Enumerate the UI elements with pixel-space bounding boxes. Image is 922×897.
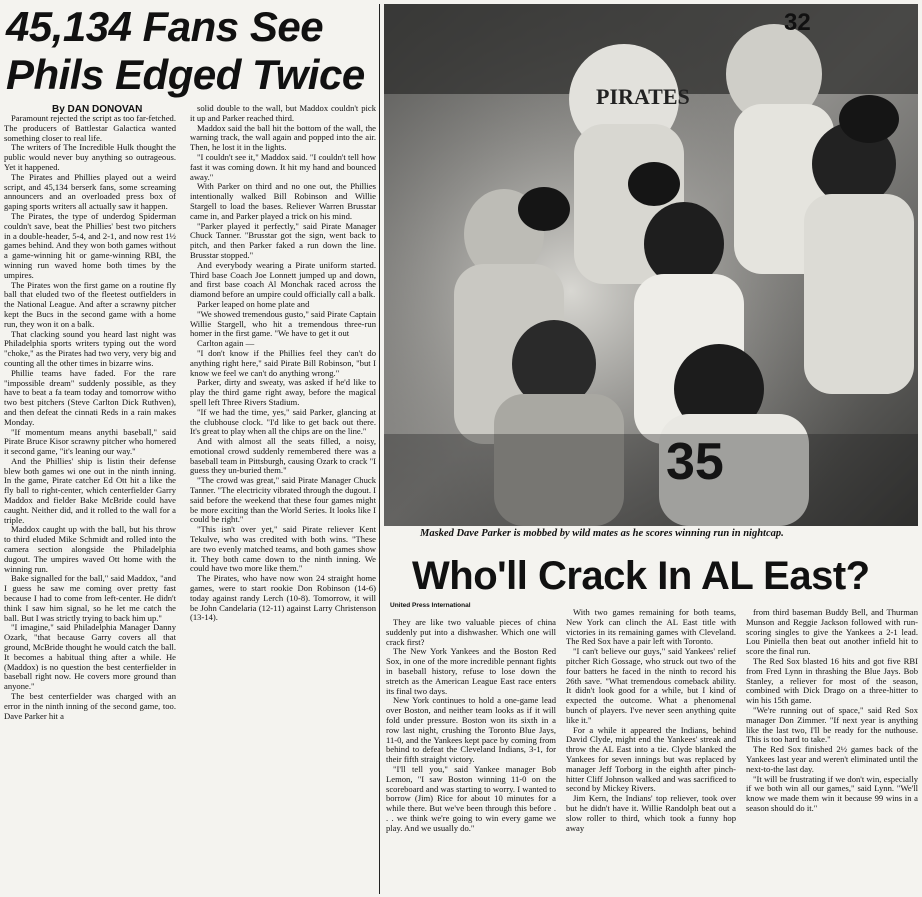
paragraph: New York continues to hold a one-game lead over Boston, and neither team looks as if it will fold under pressure. Boston won its sixth in a row last night, crushing the Toronto Blue Jays, 11-0, and the Yankees kept pace by coming from behind to defeat the Cleveland Indians, 3-1, for their fifth straight victory. [386,695,556,765]
paragraph: The New York Yankees and the Boston Red Sox, in one of the more incredible pennant fights in baseball history, refuse to lose down the stretch as the American League East race enters its final two days. [386,646,556,696]
paragraph: Carlton again — [197,338,255,349]
paragraph: And with almost all the seats filled, a noisy, emotional crowd suddenly remembered there was a baseball team in Pittsburgh, causing Ozark to crack "I guess they un-buried them." [190,436,376,476]
paragraph: For a while it appeared the Indians, behind David Clyde, might end the Yankees' streak and throw the AL East into a tie. Clyde blanked the Yankees for seven innings but was replaced by manager Jeff Torborg in the eighth after pinch-hitter Cliff Johnson walked and was sacrificed to second by Mickey Rivers. [566,724,736,794]
paragraph: Parker leaped on home plate and [197,298,310,309]
paragraph: "Parker played it perfectly," said Pirate Manager Chuck Tanner. "Brusstar got the sign, went back to pitch, and then Parker faked a run down the line. Brusstar stopped." [190,220,376,260]
paragraph: That clacking sound you heard last night was Philadelphia sports writers typing out the word "choke," as the Pirates had two very, very big and counting all the other times in bizarre wins. [4,328,176,368]
byline: By DAN DONOVAN [52,104,143,115]
photo-image [384,4,918,526]
paragraph: "This isn't over yet," said Pirate reliever Kent Tekulve, who was credited with both wins. "These are two evenly matched teams, and both games show it. They both came down to the ninth inning. We could have two more like them." [190,524,376,574]
photo-parker-mobbed [384,4,918,526]
story2-headline: Who'll Crack In AL East? [412,554,870,598]
paragraph: Maddox said the ball hit the bottom of the wall, the warning track, the wall again and popped into the air. Then, he lost it in the lights. [190,122,376,153]
paragraph: The Red Sox finished 2½ games back of the Yankees last year and weren't eliminated until the next-to-the last day. [746,744,918,774]
paragraph: from third baseman Buddy Bell, and Thurman Munson and Reggie Jackson followed with run-scoring singles to give the Yankees a 2-1 lead. Lou Piniella then beat out another infield hit to score the final run. [746,608,918,657]
paragraph: solid double to the wall, but Maddox couldn't pick it up and Parker reached third. [190,104,376,123]
photo-cap-text: PIRATES [596,84,690,109]
paragraph: The Pirates, who have now won 24 straight home games, were to start rookie Don Robinson (14-6) today against randy Lerch (10-8). Tomorrow, it will be John Candelaria (12-11) against Larry Christenson (13-14). [190,573,376,623]
paragraph: "I imagine," said Philadelphia Manager Danny Ozark, "that because Garry covers all that ground, McBride thought he would catch the ball. It becomes a habitual thing after a while. He (Maddox) is no question the best centerfielder in baseball right now. He covers more ground than anyone." [4,622,176,692]
paragraph: And the Phillies' ship is listin their defense blew both games wi one out in the ninth inning. In the game, Pirate catcher Ed Ott hit a like the fly ball to right-center, which centerfielder Garry Maddox and fielder Bake McBride could have caught. Neither did, and it rolled to the wall for a triple. [4,455,176,525]
photo-caption: Masked Dave Parker is mobbed by wild mates as he scores winning run in nightcap. [420,528,784,539]
story2-column-1 [386,618,556,894]
paragraph: With two games remaining for both teams, New York can clinch the AL East title with victories in its remaining games with Cleveland. The Red Sox have a pair left with Toronto. [566,608,736,647]
paragraph: They are like two valuable pieces of china suddenly put into a dishwasher. Which one will crack first? [386,618,556,647]
paragraph: "If momentum means anythi baseball," said Pirate Bruce Kisor scrawny pitcher who homered it second game, "it's leaning our way." [4,426,176,457]
paragraph: The Red Sox blasted 16 hits and got five RBI from Fred Lynn in thrashing the Blue Jays. Bob Stanley, a reliever for most of the season, combined with Dick Drago on a three-hitter to win his 15th game. [746,655,918,706]
photo-jersey-35: 35 [666,433,724,491]
headline-line-2: Phils Edged Twice [6,51,365,98]
wire-credit: United Press International [390,602,471,609]
paragraph: The Pirates and Phillies played out a weird script, and 45,134 berserk fans, some screaming announcers and an overloaded press box of gaping sports writers all actually saw it happen. [4,171,176,212]
paragraph: Maddox caught up with the ball, but his throw to third eluded Mike Schmidt and rolled into the camera section alongside the Philadelphia dugout. The umpires waved Ott home with the winning run. [4,524,176,574]
paragraph: "The crowd was great," said Pirate Manager Chuck Tanner. "The electricity vibrated through the dugout. I said before the weekend that these four games might be more exciting than the World Series. It looks like I could be right." [190,475,376,525]
paragraph: With Parker on third and no one out, the Phillies intentionally walked Bill Robinson and Willie Stargell to load the bases. Reliever Warren Brusstar came in, and Parker played a trick on his mind. [190,181,376,221]
paragraph: "If we had the time, yes," said Parker, glancing at the clubhouse clock. "I'd like to get back out there. It's great to play when all the chips are on the line." [190,406,376,437]
photo-jersey-32: 32 [784,9,811,36]
paragraph: "I can't believe our guys," said Yankees' relief pitcher Rich Gossage, who struck out two of the four batters he faced in the ninth to record his 26th save. "What tremendous comeback ability. It didn't look good for a while, but I kind of expected the outcome. What a phenomenal bunch of players. I've never seen anything quite like it." [566,646,736,725]
story2-column-3 [746,608,918,894]
paragraph: Jim Kern, the Indians' top reliever, took over but he didn't have it. Willie Randolph beat out a slow roller to third, which took a funny hop away [566,793,736,833]
paragraph: "I'll tell you," said Yankee manager Bob Lemon, "I saw Boston winning 11-0 on the scoreboard and was starting to worry. I wanted to borrow (Jim) Rice for about 10 minutes for a while there. But we've been through this before . . . we think we're going to win every game we play. And we usually do." [386,763,556,833]
paragraph: "It will be frustrating if we don't win, especially if we both win all our games," said Lynn. "We'll know we made them win it because 99 wins in a season should do it." [746,773,918,813]
paragraph: The writers of The Incredible Hulk thought the public would never buy anything so outrageous. Yet it happened. [4,142,176,172]
paragraph: The Pirates, the type of underdog Spiderman couldn't save, beat the Phillies' best two pitchers in a double-header, 5-4, and 2-1, and now rest 1½ games behind. And they won both games without a game-winning hit or game-winning RBI, the winning run waved home both times by the umpires. [4,210,176,280]
story1-column-1 [4,114,176,894]
paragraph: Paramount rejected the script as too far-fetched. The producers of Battlestar Galactica wanted something closer to real life. [4,114,176,143]
paragraph: "I couldn't see it," Maddox said. "I couldn't tell how fast it was coming down. It hit my hand and bounced away." [190,151,376,182]
paragraph: Bake signalled for the ball," said Maddox, "and I guess he saw me coming over pretty fast because I had to come from left-center. He didn't think I saw him signal, so he let me catch the ball. But I was strictly trying to back him up." [4,573,176,623]
story2-column-2 [566,608,736,894]
paragraph: "We're running out of space," said Red Sox manager Don Zimmer. "If next year is anything like the last two, I'll be ready for the nuthouse. This is too hard to take." [746,704,918,745]
paragraph: "We showed tremendous gusto," said Pirate Captain Willie Stargell, who hit a tremendous three-run homer in the first game. "We have to get it out [190,308,376,339]
paragraph: Phillie teams have faded. For the rare "impossible dream" suddenly possible, as they have to beat a fa team today and tomorrow witho two best pitchers (Steve Carlton Dick Ruthven), and then defeat the cinnati Reds in a rain makes Monday. [4,367,176,427]
paragraph: The best centerfielder was charged with an error in the ninth inning of the second game, too. Dave Parker hit a [4,691,176,721]
headline-line-1: 45,134 Fans See [6,3,324,50]
paragraph: Parker, dirty and sweaty, was asked if he'd like to play the third game right away, before the magical spell left Three Rivers Stadium. [190,377,376,407]
paragraph: And everybody wearing a Pirate uniform started. Third base Coach Joe Lonnett jumped up and down, and first base coach Al Monchak raced across the diamond before an umpire could officially call a balk. [190,259,376,300]
paragraph: "I don't know if the Phillies feel they can't do anything right here," said Pirate Bill Robinson, "but I know we feel we can't do anything wrong." [190,347,376,378]
column-rule [379,4,380,894]
story1-column-2 [190,104,376,894]
paragraph: The Pirates won the first game on a routine fly ball that eluded two of the fleetest outfielders in the National League. And after a scrawny pitcher kept the Bucs in the second game with a home run, they won it on a balk. [4,279,176,329]
